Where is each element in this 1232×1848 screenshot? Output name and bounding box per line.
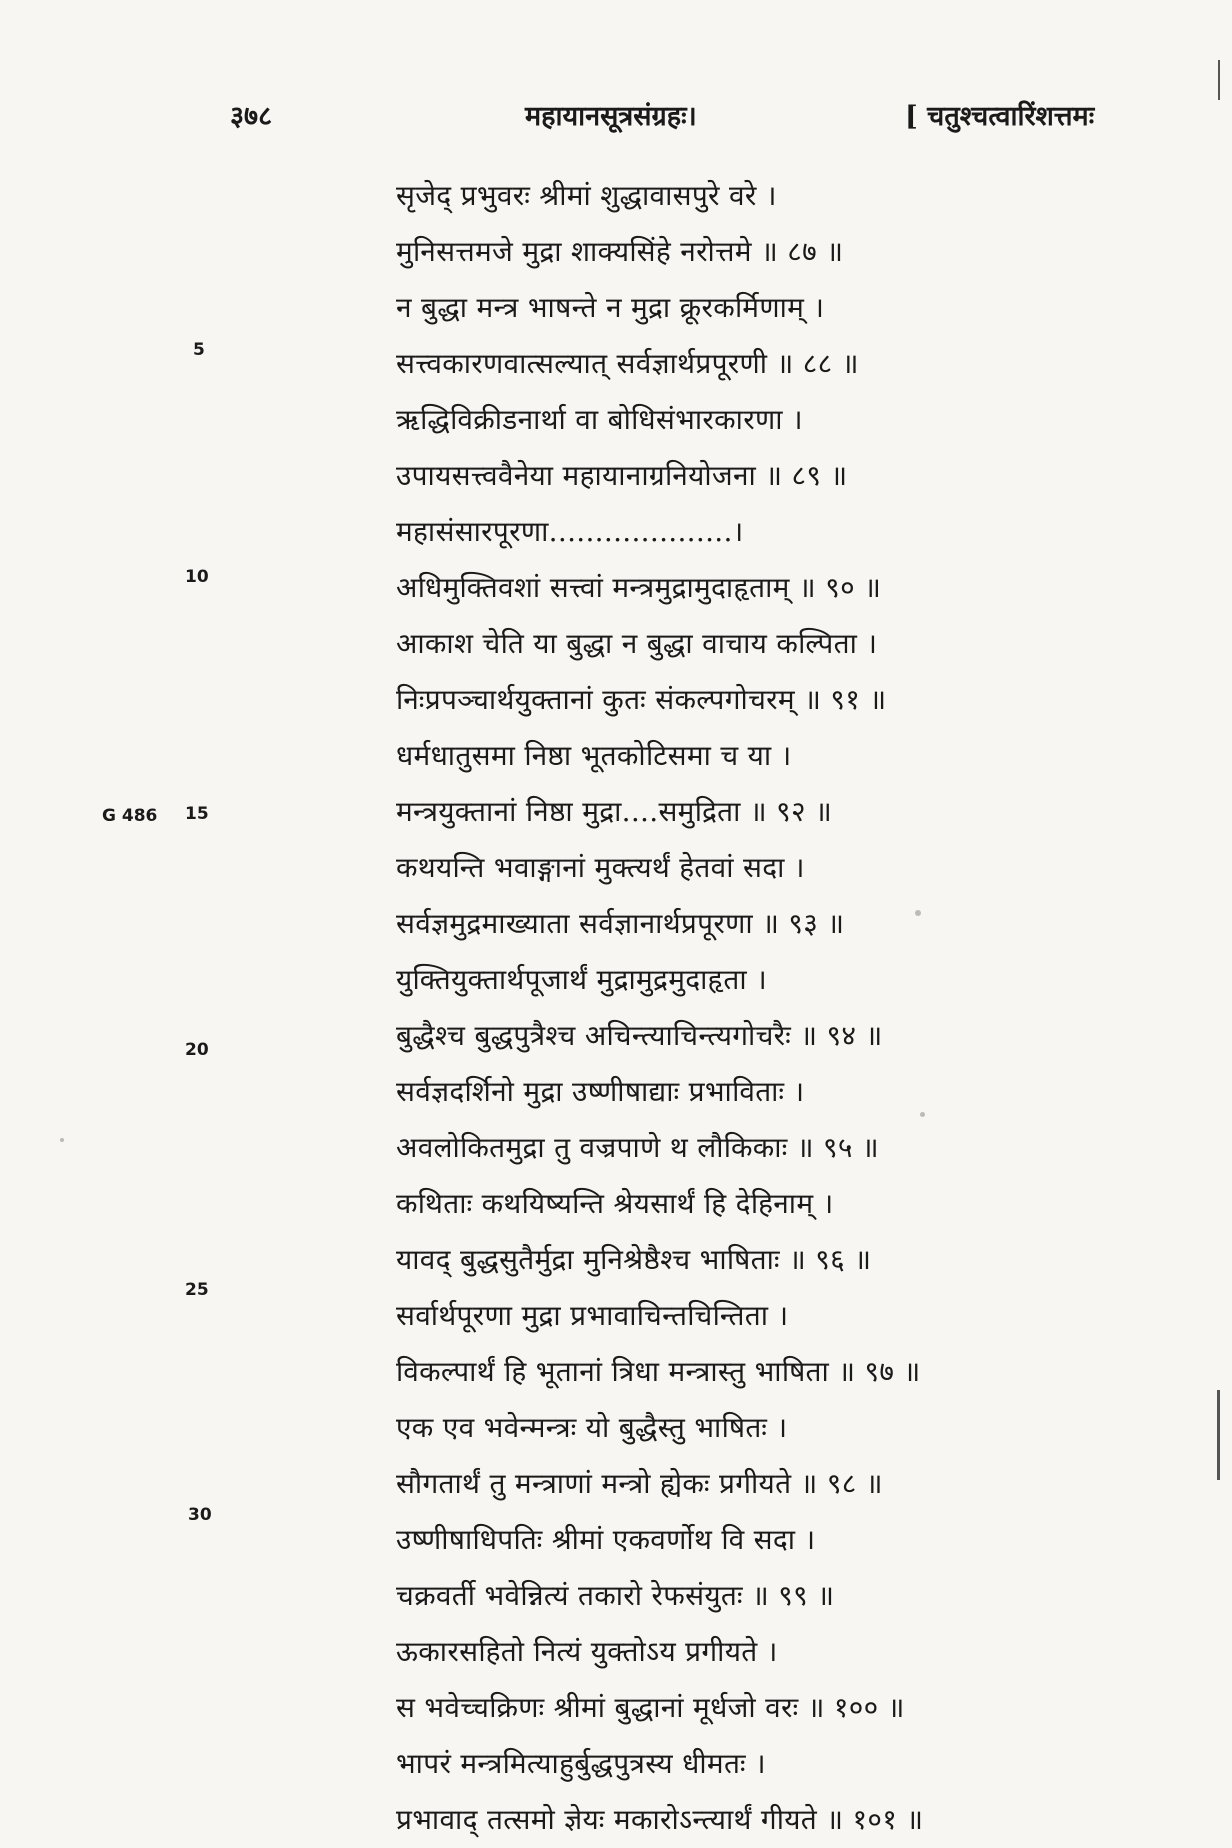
verse-line: निःप्रपञ्चार्थयुक्तानां कुतः संकल्पगोचरम् ॥ ९१ ॥ <box>396 683 887 716</box>
scan-speck <box>920 1112 925 1117</box>
verse-line: प्रभावाद् तत्समो ज्ञेयः मकारोऽन्त्यार्थं गीयते ॥ १०१ ॥ <box>396 1803 924 1836</box>
verse-line: विकल्पार्थं हि भूतानां त्रिधा मन्त्रास्तु भाषिता ॥ ९७ ॥ <box>396 1355 921 1388</box>
chapter-heading: [ चतुश्चत्वारिंशत्तमः <box>905 101 1095 132</box>
margin-line-number: 5 <box>193 340 205 360</box>
verse-line: सृजेद् प्रभुवरः श्रीमां शुद्धावासपुरे वरे । <box>396 179 777 212</box>
margin-line-number: 15 <box>185 804 209 824</box>
verse-line: चक्रवर्ती भवेन्नित्यं तकारो रेफसंयुतः ॥ ९९ ॥ <box>396 1579 835 1612</box>
scan-edge-mark <box>1217 1390 1220 1480</box>
running-title: महायानसूत्रसंग्रहः। <box>525 101 697 132</box>
margin-line-number: 20 <box>185 1040 209 1060</box>
verse-line: कथयन्ति भवाङ्गानां मुक्त्यर्थं हेतवां सदा । <box>396 851 805 884</box>
verse-line: मन्त्रयुक्तानां निष्ठा मुद्रा....समुद्रिता ॥ ९२ ॥ <box>396 795 833 828</box>
verse-line: यावद् बुद्धसुतैर्मुद्रा मुनिश्रेष्ठैश्च भाषिताः ॥ ९६ ॥ <box>396 1243 872 1276</box>
verse-line: भापरं मन्त्रमित्याहुर्बुद्धपुत्रस्य धीमतः । <box>396 1747 766 1780</box>
verse-text <box>396 168 1196 1848</box>
verse-line: एक एव भवेन्मन्त्रः यो बुद्धैस्तु भाषितः । <box>396 1411 788 1444</box>
scan-speck <box>915 910 921 916</box>
margin-line-number: 10 <box>185 567 209 587</box>
verse-line: उपायसत्त्ववैनेया महायानाग्रनियोजना ॥ ८९ ॥ <box>396 459 848 492</box>
verse-line: सर्वज्ञदर्शिनो मुद्रा उष्णीषाद्याः प्रभाविताः । <box>396 1075 805 1108</box>
verse-line: युक्तियुक्तार्थपूजार्थं मुद्रामुद्रमुदाहृता । <box>396 963 768 996</box>
margin-line-number: 30 <box>188 1505 212 1525</box>
verse-line: सत्त्वकारणवात्सल्यात् सर्वज्ञार्थप्रपूरणी ॥ ८८ ॥ <box>396 347 859 380</box>
verse-line: कथिताः कथयिष्यन्ति श्रेयसार्थं हि देहिनाम् । <box>396 1187 834 1220</box>
scan-edge-mark <box>1218 60 1220 100</box>
verse-line: उष्णीषाधिपतिः श्रीमां एकवर्णोथ वि सदा । <box>396 1523 816 1556</box>
verse-line: महासंसारपूरणा....................। <box>396 515 744 548</box>
scan-speck <box>60 1138 64 1142</box>
verse-line: बुद्धैश्च बुद्धपुत्रैश्च अचिन्त्याचिन्त्यगोचरैः ॥ ९४ ॥ <box>396 1019 883 1052</box>
verse-line: आकाश चेति या बुद्धा न बुद्धा वाचाय कल्पिता । <box>396 627 878 660</box>
margin-line-number: 25 <box>185 1280 209 1300</box>
verse-line: अवलोकितमुद्रा तु वज्रपाणे थ लौकिकाः ॥ ९५ ॥ <box>396 1131 879 1164</box>
verse-line: धर्मधातुसमा निष्ठा भूतकोटिसमा च या । <box>396 739 792 772</box>
verse-line: सर्वार्थपूरणा मुद्रा प्रभावाचिन्तचिन्तिता । <box>396 1299 789 1332</box>
verse-line: अधिमुक्तिवशां सत्त्वां मन्त्रमुद्रामुदाहृताम् ॥ ९० ॥ <box>396 571 882 604</box>
verse-line: स भवेच्चक्रिणः श्रीमां बुद्धानां मूर्धजो वरः ॥ १०० ॥ <box>396 1691 905 1724</box>
verse-line: सौगतार्थं तु मन्त्राणां मन्त्रो ह्येकः प्रगीयते ॥ ९८ ॥ <box>396 1467 883 1500</box>
verse-line: ऊकारसहितो नित्यं युक्तोऽय प्रगीयते । <box>396 1635 778 1668</box>
verse-line: मुनिसत्तमजे मुद्रा शाक्यसिंहे नरोत्तमे ॥ ८७ ॥ <box>396 235 844 268</box>
verse-line: सर्वज्ञमुद्रमाख्याता सर्वज्ञानार्थप्रपूरणा ॥ ९३ ॥ <box>396 907 845 940</box>
page-number: ३७८ <box>230 101 273 132</box>
margin-reference: G 486 <box>102 806 158 826</box>
verse-line: न बुद्धा मन्त्र भाषन्ते न मुद्रा क्रूरकर्मिणाम् । <box>396 291 825 324</box>
verse-line: ऋद्धिविक्रीडनार्था वा बोधिसंभारकारणा । <box>396 403 803 436</box>
